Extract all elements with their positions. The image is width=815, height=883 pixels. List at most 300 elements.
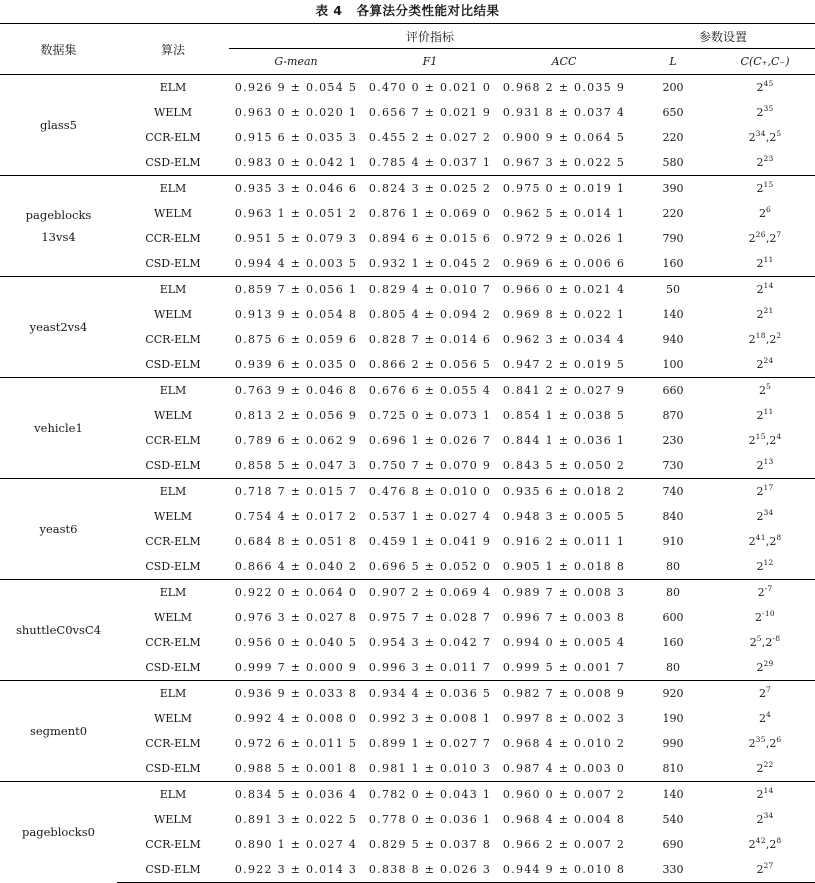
acc-cell: 0.854 1 ± 0.038 5 xyxy=(502,409,626,422)
c-cell xyxy=(715,403,815,428)
f1-cell: 0.537 1 ± 0.027 4 xyxy=(368,510,492,523)
table-header xyxy=(0,24,815,75)
c-exponent: 24 xyxy=(763,356,774,365)
table-row xyxy=(0,75,815,101)
c-cell xyxy=(715,277,815,303)
gmean-cell: 0.789 6 ± 0.062 9 xyxy=(234,434,358,447)
c-base: 2 xyxy=(756,762,764,775)
c-base: 2 xyxy=(756,81,764,94)
dataset-cell: glass5 xyxy=(0,75,117,176)
algorithm-cell: CCR-ELM xyxy=(145,333,201,346)
c-cell xyxy=(715,504,815,529)
table-row xyxy=(0,756,815,782)
gmean-cell: 0.963 1 ± 0.051 2 xyxy=(234,207,358,220)
table-row xyxy=(0,302,815,327)
c-base: 2 xyxy=(748,333,756,346)
acc-cell: 0.972 9 ± 0.026 1 xyxy=(502,232,626,245)
c-base: 2 xyxy=(769,434,777,447)
c-base: 2 xyxy=(756,863,764,876)
table-row xyxy=(0,327,815,352)
c-cell xyxy=(715,479,815,505)
table-row xyxy=(0,706,815,731)
algorithm-cell: ELM xyxy=(117,479,229,505)
table-row xyxy=(0,251,815,277)
dataset-cell: yeast2vs4 xyxy=(0,277,117,378)
acc-cell: 0.967 3 ± 0.022 5 xyxy=(502,156,626,169)
l-cell: 920 xyxy=(631,681,715,707)
f1-cell: 0.975 7 ± 0.028 7 xyxy=(368,611,492,624)
l-cell: 230 xyxy=(662,434,684,447)
acc-cell: 0.968 4 ± 0.004 8 xyxy=(502,813,626,826)
header-c: C(C₊,C₋) xyxy=(740,55,790,68)
table-row xyxy=(0,100,815,125)
gmean-cell: 0.858 5 ± 0.047 3 xyxy=(234,459,358,472)
gmean-cell: 0.983 0 ± 0.042 1 xyxy=(234,156,358,169)
gmean-cell: 0.754 4 ± 0.017 2 xyxy=(234,510,358,523)
c-exponent: 41 xyxy=(755,533,766,542)
c-cell: $2^{42},2^8$ xyxy=(748,836,782,851)
algorithm-cell: ELM xyxy=(117,378,229,404)
dataset-cell: yeast6 xyxy=(0,479,117,580)
f1-cell: 0.996 3 ± 0.011 7 xyxy=(368,661,492,674)
f1-cell: 0.828 7 ± 0.014 6 xyxy=(368,333,492,346)
acc-cell: 0.966 2 ± 0.007 2 xyxy=(502,838,626,851)
acc-cell: 0.931 8 ± 0.037 4 xyxy=(502,106,626,119)
c-base: 2 xyxy=(756,308,764,321)
c-exponent: 8 xyxy=(776,533,782,542)
table-row xyxy=(0,504,815,529)
c-exponent: 6 xyxy=(765,205,772,214)
algorithm-cell: CCR-ELM xyxy=(145,131,201,144)
gmean-cell: 0.684 8 ± 0.051 8 xyxy=(234,535,358,548)
c-exponent: 34 xyxy=(755,129,766,138)
c-exponent: 14 xyxy=(763,786,774,795)
algorithm-cell: ELM xyxy=(117,580,229,606)
acc-cell: 0.969 6 ± 0.006 6 xyxy=(502,257,626,270)
f1-cell: 0.838 8 ± 0.026 3 xyxy=(363,857,497,883)
algorithm-cell: CSD-ELM xyxy=(145,257,201,270)
header-acc: ACC xyxy=(551,55,577,68)
acc-cell: 0.843 5 ± 0.050 2 xyxy=(502,459,626,472)
f1-cell: 0.470 0 ± 0.021 0 xyxy=(363,75,497,101)
acc-cell: 0.905 1 ± 0.018 8 xyxy=(502,560,626,573)
l-cell: 660 xyxy=(631,378,715,404)
table-row xyxy=(0,201,815,226)
l-cell: 80 xyxy=(631,580,715,606)
header-metrics-group: 评价指标 xyxy=(229,24,631,49)
l-cell: 810 xyxy=(662,762,684,775)
c-exponent: 42 xyxy=(755,836,766,845)
gmean-cell: 0.875 6 ± 0.059 6 xyxy=(234,333,358,346)
f1-cell: 0.805 4 ± 0.094 2 xyxy=(368,308,492,321)
c-exponent: 27 xyxy=(763,861,774,870)
dataset-name-part: pageblocks xyxy=(25,208,92,222)
l-cell: 200 xyxy=(631,75,715,101)
c-exponent: 11 xyxy=(763,255,774,264)
l-cell: 140 xyxy=(631,782,715,808)
c-base: 2 xyxy=(756,257,764,270)
table-body xyxy=(0,75,815,883)
c-base: 2 xyxy=(748,535,756,548)
acc-cell: 0.962 5 ± 0.014 1 xyxy=(502,207,626,220)
gmean-cell: 0.935 3 ± 0.046 6 xyxy=(229,176,363,202)
c-cell xyxy=(715,201,815,226)
c-base: 2 xyxy=(769,131,777,144)
c-exponent: 22 xyxy=(763,760,774,769)
c-base: 2 xyxy=(755,611,763,624)
table-row xyxy=(0,554,815,580)
c-cell xyxy=(715,580,815,606)
algorithm-cell: CCR-ELM xyxy=(145,434,201,447)
header-gmean: G-mean xyxy=(274,55,318,68)
gmean-cell: 0.936 9 ± 0.033 8 xyxy=(229,681,363,707)
gmean-cell: 0.988 5 ± 0.001 8 xyxy=(234,762,358,775)
c-base: 2 xyxy=(756,485,764,498)
algorithm-cell: CSD-ELM xyxy=(117,857,229,883)
f1-cell: 0.954 3 ± 0.042 7 xyxy=(368,636,492,649)
f1-cell: 0.459 1 ± 0.041 9 xyxy=(368,535,492,548)
gmean-cell: 0.951 5 ± 0.079 3 xyxy=(234,232,358,245)
table-row xyxy=(0,782,815,808)
f1-cell: 0.907 2 ± 0.069 4 xyxy=(363,580,497,606)
acc-cell: 0.982 7 ± 0.008 9 xyxy=(497,681,631,707)
header-dataset: 数据集 xyxy=(40,42,77,57)
c-base: 2 xyxy=(769,232,777,245)
c-exponent: 7 xyxy=(776,230,782,239)
l-cell: 140 xyxy=(662,308,684,321)
c-exponent: 12 xyxy=(763,558,774,567)
c-base: 2 xyxy=(748,131,756,144)
c-exponent: 34 xyxy=(763,811,774,820)
c-base: 2 xyxy=(756,661,764,674)
c-base: 2 xyxy=(758,207,766,220)
algorithm-cell: WELM xyxy=(154,409,192,422)
c-exponent: 45 xyxy=(763,79,774,88)
c-exponent: 6 xyxy=(776,735,782,744)
table-row xyxy=(0,681,815,707)
table-row xyxy=(0,807,815,832)
f1-cell: 0.829 4 ± 0.010 7 xyxy=(363,277,497,303)
table-row xyxy=(0,226,815,251)
algorithm-cell: ELM xyxy=(117,277,229,303)
header-algorithm: 算法 xyxy=(160,42,185,57)
l-cell: 50 xyxy=(631,277,715,303)
l-cell: 330 xyxy=(631,857,715,883)
f1-cell: 0.455 2 ± 0.027 2 xyxy=(368,131,492,144)
gmean-cell: 0.992 4 ± 0.008 0 xyxy=(234,712,358,725)
gmean-cell: 0.890 1 ± 0.027 4 xyxy=(234,838,358,851)
header-params-group: 参数设置 xyxy=(631,24,815,49)
c-base: 2 xyxy=(769,535,777,548)
l-cell: 390 xyxy=(631,176,715,202)
f1-cell: 0.934 4 ± 0.036 5 xyxy=(363,681,497,707)
table-number: 表 4 xyxy=(315,3,343,18)
acc-cell: 0.841 2 ± 0.027 9 xyxy=(497,378,631,404)
acc-cell: 0.968 4 ± 0.010 2 xyxy=(502,737,626,750)
c-base: 2 xyxy=(748,737,756,750)
dataset-cell: pageblocks0 xyxy=(0,782,117,883)
gmean-cell: 0.939 6 ± 0.035 0 xyxy=(234,358,358,371)
c-base: 2 xyxy=(758,384,766,397)
c-exponent: -8 xyxy=(772,634,781,643)
c-base: 2 xyxy=(758,712,766,725)
c-base: 2 xyxy=(756,156,764,169)
acc-cell: 0.916 2 ± 0.011 1 xyxy=(502,535,626,548)
algorithm-cell: CSD-ELM xyxy=(145,661,201,674)
l-cell: 580 xyxy=(662,156,684,169)
f1-cell: 0.824 3 ± 0.025 2 xyxy=(363,176,497,202)
algorithm-cell: CSD-ELM xyxy=(145,156,201,169)
f1-cell: 0.656 7 ± 0.021 9 xyxy=(368,106,492,119)
table-row xyxy=(0,176,815,202)
acc-cell: 0.994 0 ± 0.005 4 xyxy=(502,636,626,649)
l-cell: 160 xyxy=(662,636,684,649)
table-row xyxy=(0,857,815,883)
algorithm-cell: WELM xyxy=(154,813,192,826)
l-cell: 540 xyxy=(662,813,684,826)
f1-cell: 0.785 4 ± 0.037 1 xyxy=(368,156,492,169)
c-base: 2 xyxy=(769,737,777,750)
l-cell: 220 xyxy=(662,207,684,220)
l-cell: 600 xyxy=(662,611,684,624)
c-cell xyxy=(715,100,815,125)
c-exponent: 4 xyxy=(765,710,772,719)
acc-cell: 0.948 3 ± 0.005 5 xyxy=(502,510,626,523)
c-exponent: 11 xyxy=(763,407,774,416)
c-cell xyxy=(715,302,815,327)
gmean-cell: 0.859 7 ± 0.056 1 xyxy=(229,277,363,303)
acc-cell: 0.999 5 ± 0.001 7 xyxy=(502,661,626,674)
c-exponent: 29 xyxy=(763,659,774,668)
c-cell xyxy=(715,378,815,404)
c-base: 2 xyxy=(756,459,764,472)
c-base: 2 xyxy=(748,232,756,245)
c-exponent: 15 xyxy=(755,432,766,441)
gmean-cell: 0.866 4 ± 0.040 2 xyxy=(234,560,358,573)
c-exponent: 21 xyxy=(763,306,774,315)
acc-cell: 0.987 4 ± 0.003 0 xyxy=(502,762,626,775)
algorithm-cell: WELM xyxy=(154,611,192,624)
l-cell: 990 xyxy=(662,737,684,750)
acc-cell: 0.966 0 ± 0.021 4 xyxy=(497,277,631,303)
table-row xyxy=(0,605,815,630)
c-cell xyxy=(715,352,815,378)
gmean-cell: 0.813 2 ± 0.056 9 xyxy=(234,409,358,422)
f1-cell: 0.932 1 ± 0.045 2 xyxy=(368,257,492,270)
algorithm-cell: CCR-ELM xyxy=(145,636,201,649)
c-cell xyxy=(715,681,815,707)
c-cell xyxy=(715,150,815,176)
c-cell: $2^{26},2^7$ xyxy=(748,230,782,245)
c-base: 2 xyxy=(769,838,777,851)
table-row xyxy=(0,479,815,505)
c-exponent: 18 xyxy=(755,331,766,340)
acc-cell: 0.969 8 ± 0.022 1 xyxy=(502,308,626,321)
gmean-cell: 0.922 3 ± 0.014 3 xyxy=(229,857,363,883)
c-exponent: 13 xyxy=(763,457,774,466)
gmean-cell: 0.926 9 ± 0.054 5 xyxy=(229,75,363,101)
gmean-cell: 0.718 7 ± 0.015 7 xyxy=(229,479,363,505)
acc-cell: 0.968 2 ± 0.035 9 xyxy=(497,75,631,101)
f1-cell: 0.899 1 ± 0.027 7 xyxy=(368,737,492,750)
c-exponent: 7 xyxy=(765,685,772,694)
algorithm-cell: CSD-ELM xyxy=(145,560,201,573)
c-cell xyxy=(715,782,815,808)
f1-cell: 0.725 0 ± 0.073 1 xyxy=(368,409,492,422)
header-f1: F1 xyxy=(422,55,438,68)
c-exponent: 5 xyxy=(776,129,782,138)
dataset-cell: shuttleC0vsC4 xyxy=(0,580,117,681)
c-exponent: -7 xyxy=(764,584,773,593)
c-cell xyxy=(715,756,815,782)
f1-cell: 0.981 1 ± 0.010 3 xyxy=(368,762,492,775)
c-base: 2 xyxy=(756,510,764,523)
table-row xyxy=(0,277,815,303)
c-exponent: -10 xyxy=(762,609,776,618)
gmean-cell: 0.956 0 ± 0.040 5 xyxy=(234,636,358,649)
gmean-cell: 0.976 3 ± 0.027 8 xyxy=(234,611,358,624)
algorithm-cell: ELM xyxy=(117,782,229,808)
f1-cell: 0.992 3 ± 0.008 1 xyxy=(368,712,492,725)
c-exponent: 35 xyxy=(763,104,774,113)
f1-cell: 0.750 7 ± 0.070 9 xyxy=(368,459,492,472)
table-row xyxy=(0,630,815,655)
f1-cell: 0.778 0 ± 0.036 1 xyxy=(368,813,492,826)
table-row xyxy=(0,352,815,378)
gmean-cell: 0.913 9 ± 0.054 8 xyxy=(234,308,358,321)
l-cell: 100 xyxy=(662,358,684,371)
c-exponent: 23 xyxy=(763,154,774,163)
f1-cell: 0.476 8 ± 0.010 0 xyxy=(363,479,497,505)
gmean-cell: 0.763 9 ± 0.046 8 xyxy=(229,378,363,404)
c-cell: $2^{15},2^4$ xyxy=(748,432,782,447)
c-base: 2 xyxy=(756,788,764,801)
acc-cell: 0.944 9 ± 0.010 8 xyxy=(497,857,631,883)
l-cell: 690 xyxy=(662,838,684,851)
l-cell: 940 xyxy=(662,333,684,346)
c-cell xyxy=(715,251,815,277)
algorithm-cell: WELM xyxy=(154,308,192,321)
l-cell: 160 xyxy=(662,257,684,270)
c-base: 2 xyxy=(765,636,773,649)
f1-cell: 0.782 0 ± 0.043 1 xyxy=(363,782,497,808)
gmean-cell: 0.891 3 ± 0.022 5 xyxy=(234,813,358,826)
table-row xyxy=(0,428,815,453)
c-base: 2 xyxy=(749,636,757,649)
l-cell: 80 xyxy=(666,661,681,674)
gmean-cell: 0.922 0 ± 0.064 0 xyxy=(229,580,363,606)
l-cell: 80 xyxy=(666,560,681,573)
c-cell xyxy=(715,453,815,479)
table-row xyxy=(0,378,815,404)
c-base: 2 xyxy=(757,586,765,599)
gmean-cell: 0.963 0 ± 0.020 1 xyxy=(234,106,358,119)
f1-cell: 0.866 2 ± 0.056 5 xyxy=(368,358,492,371)
algorithm-cell: ELM xyxy=(117,176,229,202)
c-base: 2 xyxy=(756,813,764,826)
l-cell: 650 xyxy=(662,106,684,119)
table-row xyxy=(0,150,815,176)
algorithm-cell: ELM xyxy=(117,681,229,707)
acc-cell: 0.962 3 ± 0.034 4 xyxy=(502,333,626,346)
c-exponent: 34 xyxy=(763,508,774,517)
table-row xyxy=(0,655,815,681)
c-exponent: 5 xyxy=(765,382,772,391)
algorithm-cell: WELM xyxy=(154,510,192,523)
algorithm-cell: WELM xyxy=(154,712,192,725)
f1-cell: 0.876 1 ± 0.069 0 xyxy=(368,207,492,220)
gmean-cell: 0.994 4 ± 0.003 5 xyxy=(234,257,358,270)
acc-cell: 0.989 7 ± 0.008 3 xyxy=(497,580,631,606)
c-base: 2 xyxy=(756,283,764,296)
table-row xyxy=(0,580,815,606)
c-base: 2 xyxy=(756,106,764,119)
dataset-cell: vehicle1 xyxy=(0,378,117,479)
c-exponent: 2 xyxy=(776,331,782,340)
table-row xyxy=(0,125,815,150)
c-cell xyxy=(715,857,815,883)
acc-cell: 0.935 6 ± 0.018 2 xyxy=(497,479,631,505)
c-exponent: 5 xyxy=(756,634,762,643)
algorithm-cell: CCR-ELM xyxy=(145,232,201,245)
f1-cell: 0.829 5 ± 0.037 8 xyxy=(368,838,492,851)
algorithm-cell: CSD-ELM xyxy=(145,762,201,775)
c-base: 2 xyxy=(756,560,764,573)
c-base: 2 xyxy=(758,687,766,700)
c-base: 2 xyxy=(769,333,777,346)
c-cell xyxy=(715,655,815,681)
l-cell: 220 xyxy=(662,131,684,144)
f1-cell: 0.676 6 ± 0.055 4 xyxy=(363,378,497,404)
dataset-cell xyxy=(0,176,117,277)
c-base: 2 xyxy=(756,358,764,371)
c-cell: $2^{35},2^6$ xyxy=(748,735,782,750)
c-exponent: 14 xyxy=(763,281,774,290)
gmean-cell: 0.834 5 ± 0.036 4 xyxy=(229,782,363,808)
table-row xyxy=(0,403,815,428)
c-cell: $2^{34},2^5$ xyxy=(748,129,782,144)
dataset-cell: segment0 xyxy=(0,681,117,782)
c-cell: $2^{18},2^2$ xyxy=(748,331,782,346)
algorithm-cell: CCR-ELM xyxy=(145,737,201,750)
c-base: 2 xyxy=(748,838,756,851)
c-base: 2 xyxy=(756,409,764,422)
gmean-cell: 0.915 6 ± 0.035 3 xyxy=(234,131,358,144)
c-exponent: 15 xyxy=(763,180,774,189)
f1-cell: 0.696 5 ± 0.052 0 xyxy=(368,560,492,573)
gmean-cell: 0.999 7 ± 0.000 9 xyxy=(234,661,358,674)
l-cell: 870 xyxy=(662,409,684,422)
f1-cell: 0.696 1 ± 0.026 7 xyxy=(368,434,492,447)
l-cell: 910 xyxy=(662,535,684,548)
c-exponent: 26 xyxy=(755,230,766,239)
c-exponent: 17 xyxy=(763,483,774,492)
dataset-name-part: 13vs4 xyxy=(41,230,76,244)
acc-cell: 0.900 9 ± 0.064 5 xyxy=(502,131,626,144)
c-exponent: 8 xyxy=(776,836,782,845)
f1-cell: 0.894 6 ± 0.015 6 xyxy=(368,232,492,245)
algorithm-cell: CSD-ELM xyxy=(145,358,201,371)
acc-cell: 0.960 0 ± 0.007 2 xyxy=(497,782,631,808)
c-cell: $2^{41},2^8$ xyxy=(748,533,782,548)
table-row xyxy=(0,731,815,756)
gmean-cell: 0.972 6 ± 0.011 5 xyxy=(234,737,358,750)
algorithm-cell: CSD-ELM xyxy=(145,459,201,472)
algorithm-cell: CCR-ELM xyxy=(145,535,201,548)
header-l: L xyxy=(669,55,677,68)
results-table xyxy=(0,23,815,883)
c-base: 2 xyxy=(756,182,764,195)
